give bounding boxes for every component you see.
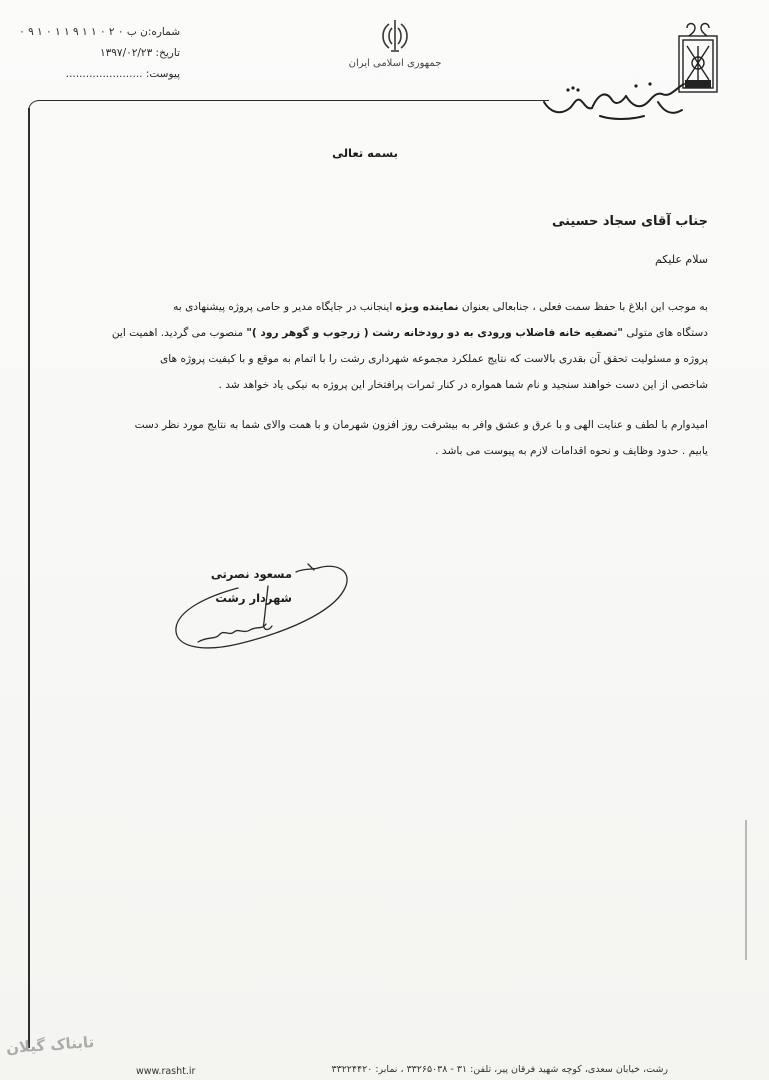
paragraph-line: پروژه و مسئولیت تحقق آن بقدری بالاست که نتایج عملکرد مجموعه شهرداری رشت را با اتمام به موقع و با کیفیت پروژه های [160, 353, 708, 365]
frame-left-rule [28, 108, 30, 1048]
letter-meta [20, 22, 180, 85]
signatory-name: مسعود نصرتی [210, 567, 292, 581]
paragraph-line: امیدوارم با لطف و عنایت الهی و با عرق و عشق وافر به بیشرفت روز افزون شهرمان و با همت والای شما به نتایج مورد نظر دست [134, 419, 708, 431]
letter-number: شماره:ن ب ۰ ۲ ۰ ۱ ۱ ۹ ۱ ۱ ۰ ۱ ۹ ۰ [19, 26, 180, 38]
text-run: اینجانب در جایگاه مدیر و حامی پروژه پیشنهادی به [173, 301, 396, 313]
page-edge-mark [745, 820, 747, 960]
letter-attachment: پیوست: ....................... [65, 68, 180, 80]
letter-addressee: جناب آقای سجاد حسینی [551, 214, 708, 229]
paragraph-line: شاخصی از این دست خواهند سنجید و نام شما همواره در کنار ثمرات پرافتخار این پروژه به نیکی یاد خواهد شد . [218, 379, 708, 391]
signatory-title: شهردار رشت [215, 591, 292, 605]
letter-body [40, 214, 708, 478]
letter-greeting: سلام علیکم [654, 253, 708, 266]
text-run: دستگاه های متولی [622, 327, 708, 339]
project-title: "تصفیه خانه فاضلاب ورودی به دو رودخانه رشت ( زرجوب و گوهر رود )" [246, 327, 623, 339]
frame-top-rule [28, 100, 549, 111]
letter-invocation: بسمه تعالی [332, 146, 398, 160]
paragraph-closing [40, 412, 708, 464]
municipality-logotype [540, 72, 690, 124]
signature-block [196, 562, 292, 610]
paragraph-line [40, 294, 708, 320]
text-run: منصوب می گردید. اهمیت این [111, 327, 247, 339]
footer-website: www.rasht.ir [136, 1066, 196, 1077]
iran-emblem-icon [375, 16, 415, 56]
publisher-watermark: تابناک گیلان [5, 1032, 95, 1058]
paragraph-line: یابیم . حدود وظایف و نحوه اقدامات لازم به پیوست می باشد . [435, 445, 708, 457]
letter-date: تاریخ: ۱۳۹۷/۰۲/۲۳ [100, 47, 180, 59]
paragraph-line [40, 320, 708, 346]
emblem-caption: جمهوری اسلامی ایران [348, 58, 442, 69]
national-emblem [330, 16, 460, 69]
paragraph-appointment [40, 294, 708, 398]
text-run: به موجب این ابلاغ با حفظ سمت فعلی ، جنابعالی بعنوان [458, 301, 708, 313]
footer-address: رشت، خیابان سعدی، کوچه شهید فرقان پیر، تلفن: ۳۱ - ۳۳۲۶۵۰۳۸ ، نمابر: ۳۳۲۲۴۴۲۰ [331, 1064, 668, 1075]
text-emphasis: نماینده ویژه [395, 301, 459, 313]
